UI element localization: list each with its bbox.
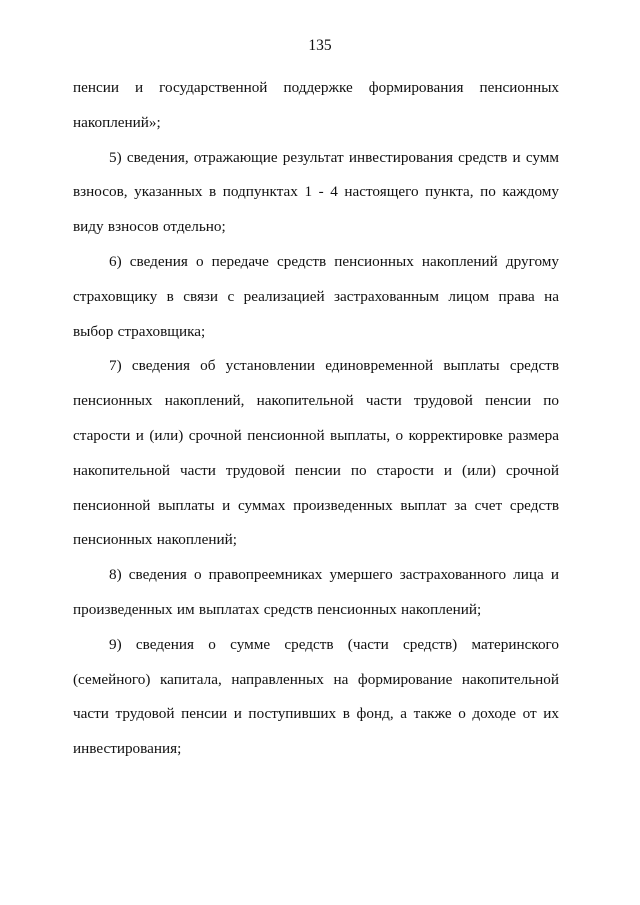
- document-body: [73, 71, 559, 767]
- paragraph-item-8: 8) сведения о правопреемниках умершего застрахованного лица и произведенных им выплатах средств пенсионных накоплений;: [73, 566, 559, 618]
- paragraph-continuation: пенсии и государственной поддержке формирования пенсионных накоплений»;: [73, 79, 559, 131]
- page-number: 135: [308, 37, 332, 54]
- paragraph-item-6: 6) сведения о передаче средств пенсионных накоплений другому страховщику в связи с реализацией застрахованным лицом права на выбор страховщика;: [73, 252, 559, 340]
- paragraph-item-7: 7) сведения об установлении единовременной выплаты средств пенсионных накоплений, накопительной части трудовой пенсии по старости и (или) срочной пенсионной выплаты, о корректировке размера накопительной части трудовой пенсии по старости и (или) срочной пенсионной выплаты и суммах произведенных выплат за счет средств пенсионных накоплений;: [73, 357, 559, 549]
- paragraph-item-5: 5) сведения, отражающие результат инвестирования средств и сумм взносов, указанных в подпунктах 1 - 4 настоящего пункта, по каждому виду взносов отдельно;: [73, 148, 559, 236]
- paragraph-item-9: 9) сведения о сумме средств (части средств) материнского (семейного) капитала, направленных на формирование накопительной части трудовой пенсии и поступивших в фонд, а также о доходе от их инвестирования;: [73, 635, 559, 758]
